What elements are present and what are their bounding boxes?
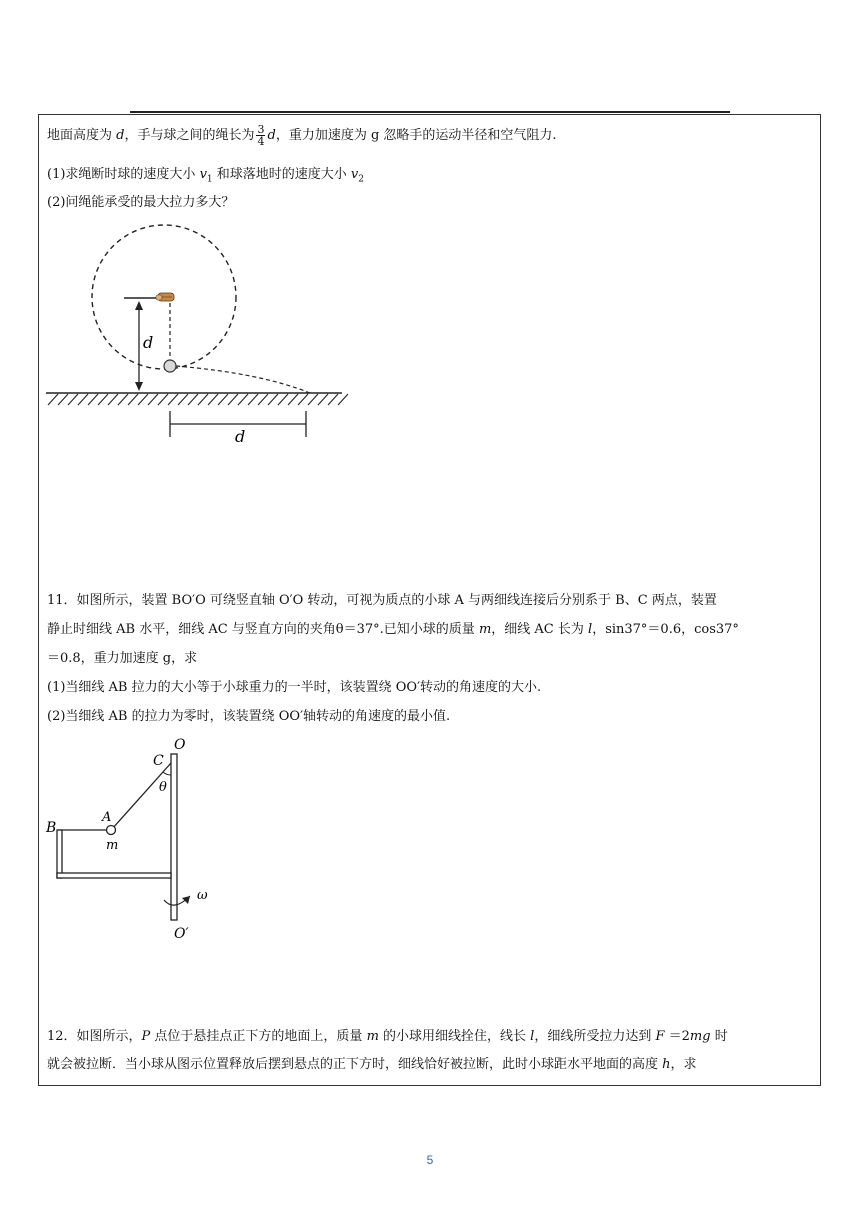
post-B xyxy=(57,830,62,878)
hatch-stroke xyxy=(218,394,228,405)
arrow-head-up xyxy=(135,301,143,310)
hatch-stroke xyxy=(88,394,98,405)
hatch-stroke xyxy=(178,394,188,405)
hatch-stroke xyxy=(208,394,218,405)
label-O-prime: O′ xyxy=(174,926,189,942)
label-m: m xyxy=(106,838,119,853)
hatch-stroke xyxy=(138,394,148,405)
q10-intro-text-c: ，重力加速度为 g 忽略手的运动半径和空气阻力. xyxy=(275,128,557,143)
hatch-stroke xyxy=(248,394,258,405)
q11-line2-text-c: ，sin37°＝0.6，cos37° xyxy=(592,622,739,637)
hatch-stroke xyxy=(188,394,198,405)
var-l: l xyxy=(588,622,593,637)
label-B: B xyxy=(46,820,57,836)
string-AC xyxy=(112,763,171,829)
var-v1: v xyxy=(199,167,207,182)
hatch-stroke xyxy=(288,394,298,405)
height-label-d: d xyxy=(143,333,154,352)
hatch-stroke xyxy=(68,394,78,405)
hand-icon xyxy=(156,293,174,301)
var-mg: mg xyxy=(689,1029,711,1044)
hatch-stroke xyxy=(298,394,308,405)
q10-var-d: d xyxy=(116,128,125,143)
hatch-stroke xyxy=(168,394,178,405)
q12-line1-text-c: 的小球用细线拴住，线长 xyxy=(378,1029,531,1044)
label-C: C xyxy=(153,753,164,769)
q11-line-2 xyxy=(47,621,739,639)
hatch-stroke xyxy=(148,394,158,405)
hatch-stroke xyxy=(128,394,138,405)
hatch-stroke xyxy=(98,394,108,405)
q12-line1-text-f: 时 xyxy=(710,1029,728,1044)
hatch-stroke xyxy=(48,394,58,405)
q10-intro xyxy=(47,124,557,147)
hatch-stroke xyxy=(308,394,318,405)
q10-q1-text-b: 和球落地时的速度大小 xyxy=(212,167,351,182)
var-m: m xyxy=(366,1029,379,1044)
q10-question-2: (2)问绳能承受的最大拉力多大？ xyxy=(47,195,235,210)
q10-q1-text-a: (1)求绳断时球的速度大小 xyxy=(47,167,200,182)
page-number: 5 xyxy=(426,1153,434,1167)
q10-intro-text-b: ，手与球之间的绳长为 xyxy=(124,128,255,143)
var-F: F xyxy=(655,1029,665,1044)
var-h: h xyxy=(662,1057,671,1072)
horizontal-arm xyxy=(57,873,171,878)
q10-intro-text-a: 地面高度为 xyxy=(47,128,117,143)
q10-figure xyxy=(40,215,360,455)
rotation-arrow-head xyxy=(182,896,190,904)
q11-line2-text-a: 静止时细线 AB 水平，细线 AC 与竖直方向的夹角θ＝37°.已知小球的质量 xyxy=(47,622,479,637)
hatch-stroke xyxy=(238,394,248,405)
hatch-stroke xyxy=(338,394,348,405)
vertical-shaft xyxy=(171,754,177,920)
var-P: P xyxy=(141,1029,151,1044)
label-omega: ω xyxy=(197,888,208,903)
hatch-stroke xyxy=(118,394,128,405)
hatch-stroke xyxy=(278,394,288,405)
projectile-path xyxy=(176,366,310,393)
var-v2: v xyxy=(350,167,359,182)
q11-figure xyxy=(40,730,240,945)
q10-var-d: d xyxy=(267,128,276,143)
q12-line1-text-b: 点位于悬挂点正下方的地面上，质量 xyxy=(150,1029,367,1044)
q12-line1-text-a: 12．如图所示， xyxy=(47,1029,142,1044)
hatch-stroke xyxy=(158,394,168,405)
fraction-three-quarters xyxy=(256,124,265,147)
fraction-numerator: 3 xyxy=(257,123,265,136)
label-A: A xyxy=(102,810,112,825)
q11-line-3: ＝0.8，重力加速度 g，求 xyxy=(47,651,198,666)
hatch-stroke xyxy=(228,394,238,405)
hatch-stroke xyxy=(258,394,268,405)
q12-line-1 xyxy=(47,1028,728,1046)
header-rule xyxy=(130,111,730,113)
fraction-denominator: 4 xyxy=(257,135,265,148)
q10-question-1 xyxy=(47,166,364,189)
arrow-head-down xyxy=(135,382,143,391)
subscript: 1 xyxy=(206,174,213,185)
hatch-stroke xyxy=(268,394,278,405)
hatch-stroke xyxy=(58,394,68,405)
q12-line-2 xyxy=(47,1056,697,1074)
q11-question-2: (2)当细线 AB 的拉力为零时，该装置绕 OO′轴转动的角速度的最小值. xyxy=(47,709,451,724)
q12-line1-text-e: ＝2 xyxy=(664,1029,690,1044)
hatch-stroke xyxy=(108,394,118,405)
subscript: 2 xyxy=(358,174,365,185)
var-m: m xyxy=(478,622,492,637)
hatch-stroke xyxy=(198,394,208,405)
hatch-stroke xyxy=(78,394,88,405)
q12-line2-text-b: ，求 xyxy=(670,1057,697,1072)
q12-line1-text-d: ，细线所受拉力达到 xyxy=(534,1029,656,1044)
ball-A xyxy=(107,826,116,835)
angle-arc xyxy=(163,772,171,775)
q12-line2-text-a: 就会被拉断．当小球从图示位置释放后摆到悬点的正下方时，细线恰好被拉断，此时小球距水平地面的高度 xyxy=(47,1057,663,1072)
q11-line-1: 11．如图所示，装置 BO′O 可绕竖直轴 O′O 转动，可视为质点的小球 A 与两细线连接后分别系于 B、C 两点，装置 xyxy=(47,593,717,608)
var-l: l xyxy=(530,1029,535,1044)
hatch-stroke xyxy=(328,394,338,405)
label-O: O xyxy=(174,737,186,753)
q11-question-1: (1)当细线 AB 拉力的大小等于小球重力的一半时，该装置绕 OO′转动的角速度的大小. xyxy=(47,680,542,695)
distance-label-d: d xyxy=(235,427,246,446)
hatch-stroke xyxy=(318,394,328,405)
q11-line2-text-b: ，细线 AC 长为 xyxy=(491,622,589,637)
ground-hatching xyxy=(48,394,348,405)
label-theta: θ xyxy=(159,780,167,795)
ball xyxy=(164,360,176,372)
